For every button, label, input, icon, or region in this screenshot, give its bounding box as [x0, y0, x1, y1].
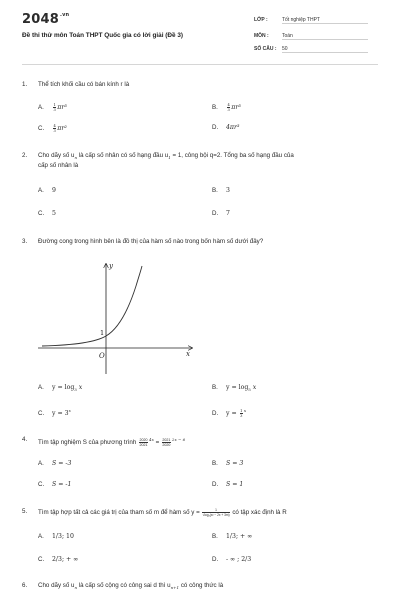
- class-label: LỚP :: [254, 17, 268, 23]
- q2-option-a[interactable]: A. 9: [38, 187, 56, 194]
- q4-option-d[interactable]: D. S = 1: [212, 481, 244, 488]
- brand-text: 2048: [22, 12, 59, 27]
- q3-option-a[interactable]: A. $y = \log_3 x$: [38, 384, 83, 393]
- origin-label: O: [99, 352, 105, 360]
- q5-option-a[interactable]: A. 1/3; 10: [38, 533, 74, 540]
- q3-option-d[interactable]: D. y = $\frac{1}{3}$ $^x$: [212, 408, 247, 419]
- brand-logo[interactable]: [22, 12, 69, 27]
- question-number: 2.: [22, 152, 28, 159]
- question-number: 3.: [22, 238, 28, 245]
- count-label: SỐ CÂU :: [254, 46, 277, 52]
- meta-class: [254, 17, 372, 24]
- meta-question-count: [254, 46, 372, 53]
- q5-option-b[interactable]: B. 1/3; + ∞: [212, 533, 253, 540]
- q1-option-b[interactable]: B. $\frac{4}{3}$ πr³: [212, 103, 241, 112]
- header-divider: [22, 64, 378, 65]
- q1-option-a[interactable]: A. $\frac{1}{3}$ πr³: [38, 103, 67, 112]
- q4-option-c[interactable]: C. S = -1: [38, 481, 72, 488]
- q1-option-d[interactable]: D. 4πr³: [212, 124, 240, 131]
- q2-option-b[interactable]: B. 3: [212, 187, 230, 194]
- question-text: Thể tích khối cầu có bán kính r là: [38, 81, 130, 88]
- q3-option-b[interactable]: B. $y = \log_5 x$: [212, 384, 257, 393]
- question-text: Tìm tập nghiệm S của phương trình $\frac{2020}{2021}$ $^{4x}$ = $\frac{2021}{2020}$ $^{2x - 6}$: [38, 437, 186, 447]
- q3-option-c[interactable]: C. $y = 3^x$: [38, 408, 71, 418]
- q4-option-a[interactable]: A. S = -3: [38, 460, 72, 467]
- y-axis-label: y: [109, 262, 113, 270]
- subject-label: MÔN :: [254, 33, 269, 39]
- meta-subject: [254, 33, 372, 40]
- brand-domain: .vn: [59, 12, 70, 18]
- question-text: Tìm tập hợp tất cả các giá trị của tham số m để hàm số y = $\frac{1}{\text{√log₃(x² − 2x + 3m)}}$ có tập xác định là R: [38, 508, 287, 517]
- q2-option-c[interactable]: C. 5: [38, 210, 56, 217]
- count-value: 50: [282, 46, 368, 53]
- exam-title: Đề thi thử môn Toán THPT Quốc gia có lời giải (Đề 3): [22, 32, 184, 39]
- question-number: 5.: [22, 508, 28, 515]
- question-number: 4.: [22, 436, 28, 443]
- question-number: 1.: [22, 81, 28, 88]
- function-graph: [36, 256, 196, 376]
- subject-value: Toán: [282, 33, 368, 40]
- class-value: Tốt nghiệp THPT: [282, 17, 368, 24]
- q2-option-d[interactable]: D. 7: [212, 210, 230, 217]
- q5-option-c[interactable]: C. 2/3; + ∞: [38, 556, 79, 563]
- question-text: Cho dãy số $u_n$ là cấp số cộng có công sai d thì $u_{n+1}$ có công thức là: [38, 582, 224, 591]
- q5-option-d[interactable]: D. - ∞ ; 2/3: [212, 556, 252, 563]
- x-axis-label: x: [186, 350, 190, 358]
- question-text: Đường cong trong hình bên là đồ thị của hàm số nào trong bốn hàm số dưới đây?: [38, 238, 264, 245]
- q1-option-c[interactable]: C. $\frac{4}{3}$ πr²: [38, 124, 67, 133]
- question-number: 6.: [22, 582, 28, 589]
- question-text: Cho dãy số $u_n$ là cấp số nhân có số hạng đầu $u_1 = 1$, công bội q=2. Tổng ba số hạng đầu của cấp số nhân là: [38, 152, 294, 170]
- intercept-label: 1: [100, 329, 105, 337]
- exponential-curve: [42, 266, 142, 346]
- q4-option-b[interactable]: B. S = 3: [212, 460, 244, 467]
